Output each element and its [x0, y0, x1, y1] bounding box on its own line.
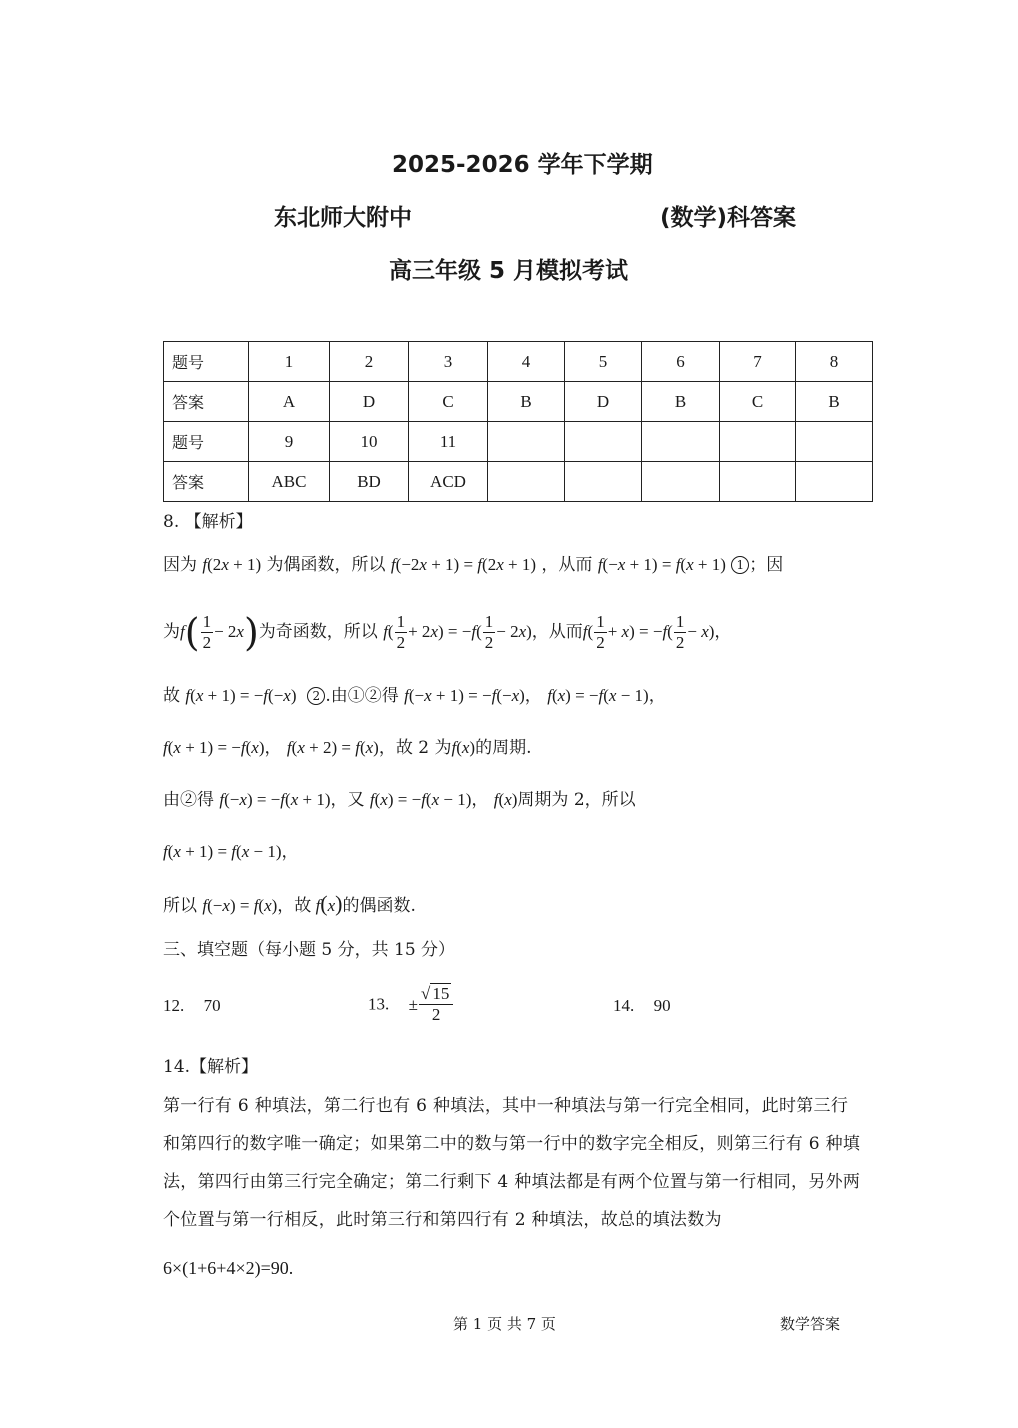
answer-table-header-cell: 答案 [164, 462, 249, 502]
footer-label: 数学答案 [780, 1315, 841, 1333]
answer-table-cell [796, 422, 873, 462]
q12-answer: 70 [203, 996, 221, 1015]
q8-line1: 因为 f(2x + 1) 为偶函数，所以 f(−2x + 1) = f(2x + 1) ，从而 f(−x + 1) = f(x + 1) 1 ；因 [163, 555, 784, 575]
answer-table-cell: D [565, 382, 642, 422]
q8-line7: 所以 f(−x) = f(x)，故 f(x)的偶函数. [163, 891, 416, 916]
answer-table-cell: 2 [330, 342, 409, 382]
answer-table-cell: 7 [720, 342, 796, 382]
answer-table-cell: 6 [642, 342, 720, 382]
answer-table-cell [565, 462, 642, 502]
q8-text: ，从而 [541, 555, 593, 575]
q8-text: .由①②得 [325, 686, 399, 706]
answer-table-row [164, 462, 873, 502]
answer-table-cell [720, 422, 796, 462]
q14-formula-end: . [288, 1258, 294, 1278]
q8-text: 的偶函数. [342, 896, 416, 916]
answer-table-cell: ABC [249, 462, 330, 502]
answer-table-cell: BD [330, 462, 409, 502]
answer-table-cell [488, 422, 565, 462]
answer-table-row [164, 422, 873, 462]
q8-text: ，故 2 为 [378, 738, 452, 758]
answer-table-row [164, 382, 873, 422]
answer-table-cell: C [720, 382, 796, 422]
answer-table-header-cell: 答案 [164, 382, 249, 422]
q12-label: 12. [163, 996, 185, 1015]
answer-table-cell: ACD [409, 462, 488, 502]
q13-sign: ± [408, 994, 418, 1014]
q8-text: 为奇函数，所以 [258, 622, 378, 642]
answer-table [163, 341, 873, 502]
q14-answer-row [613, 996, 671, 1016]
answer-table-cell: D [330, 382, 409, 422]
answer-table-cell: A [249, 382, 330, 422]
q8-text: 的周期. [475, 738, 532, 758]
q8-line5: 由②得 f(−x) = −f(x + 1)，又 f(x) = −f(x − 1)， f(x)周期为 2，所以 [163, 790, 636, 810]
answer-table-cell [642, 422, 720, 462]
answer-table-header-cell: 题号 [164, 342, 249, 382]
q13-answer-row: 13. ± $\frac{√ 15}{2}$ [368, 984, 454, 1025]
answer-table-cell: B [488, 382, 565, 422]
answer-table-cell: 4 [488, 342, 565, 382]
q14-label: 14. [613, 996, 635, 1015]
answer-table-header-cell: 题号 [164, 422, 249, 462]
q13-denominator: 2 [431, 1005, 441, 1024]
q12-answer-row [163, 996, 221, 1016]
q14-formula-line [163, 1256, 293, 1281]
q8-text: ；因 [749, 555, 784, 575]
answer-table-cell: B [642, 382, 720, 422]
q8-text: 所以 [163, 896, 197, 916]
answer-table-cell: B [796, 382, 873, 422]
answer-table-cell: 10 [330, 422, 409, 462]
q13-radicand: 15 [432, 984, 450, 1003]
q8-line3: 故 f(x + 1) = −f(−x) 2 .由①②得 f(−x + 1) = −f(−x)， f(x) = −f(x − 1)， [163, 686, 666, 706]
q8-text: ，又 [330, 790, 365, 810]
q8-text: 周期为 2，所以 [517, 790, 636, 810]
q14-answer: 90 [653, 996, 671, 1015]
answer-table-cell: 8 [796, 342, 873, 382]
q8-text: 为偶函数，所以 [266, 555, 386, 575]
q8-text: 故 [163, 686, 180, 706]
q8-text: 为 [163, 622, 180, 642]
answer-table-cell: 5 [565, 342, 642, 382]
answer-table-row [164, 342, 873, 382]
answer-table-cell [565, 422, 642, 462]
answer-table-cell [488, 462, 565, 502]
q13-label: 13. [368, 994, 390, 1014]
q14-heading: 14.【解析】 [163, 1057, 259, 1077]
answer-table-cell: 3 [409, 342, 488, 382]
school-name: 东北师大附中 [274, 205, 412, 231]
q8-text: ，从而 [531, 622, 583, 642]
q8-text: 由②得 [163, 790, 214, 810]
answer-table-cell: 9 [249, 422, 330, 462]
subject-title: (数学)科答案 [660, 205, 797, 231]
page-number: 第 1 页 共 7 页 [453, 1315, 556, 1333]
exam-title: 高三年级 5 月模拟考试 [389, 258, 629, 284]
answer-table-cell: C [409, 382, 488, 422]
q8-line4: f(x + 1) = −f(x)， f(x + 2) = f(x)，故 2 为f(x)的周期. [163, 738, 532, 758]
q14-paragraph: 第一行有 6 种填法，第二行也有 6 种填法，其中一种填法与第一行完全相同，此时第三行和第四行的数字唯一确定；如果第二中的数与第一行中的数字完全相反，则第三行有 6 种填法，第四行由第三行完全确定；第二行剩下 4 种填法都是有两个位置与第一行相同，另外两个位置与第一行相反，此时第三行和第四行有 2 种填法，故总的填法数为 [163, 1096, 861, 1230]
section3-heading: 三、填空题（每小题 5 分，共 15 分） [163, 940, 456, 960]
answer-table-cell [796, 462, 873, 502]
answer-table-cell: 11 [409, 422, 488, 462]
q8-line2: 为f( $\frac{1}{2}$ − 2x)为奇函数，所以 f( $\frac{1}{2}$ + 2x) = −f( $\frac{1}{2}$ − 2x)，从而f( $\frac{1}{2}$ + x) = −f( $\frac{1}{2}$ − x)， [163, 610, 732, 655]
answer-table-cell [642, 462, 720, 502]
q8-line6: f(x + 1) = f(x − 1)， [163, 842, 299, 861]
q14-formula: 6×(1+6+4×2)=90 [163, 1258, 289, 1278]
answer-table-cell [720, 462, 796, 502]
q8-heading: 8. 【解析】 [163, 512, 253, 532]
answer-table-cell: 1 [249, 342, 330, 382]
q8-text: 因为 [163, 555, 197, 575]
header-line1: 2025-2026 学年下学期 [392, 152, 653, 178]
